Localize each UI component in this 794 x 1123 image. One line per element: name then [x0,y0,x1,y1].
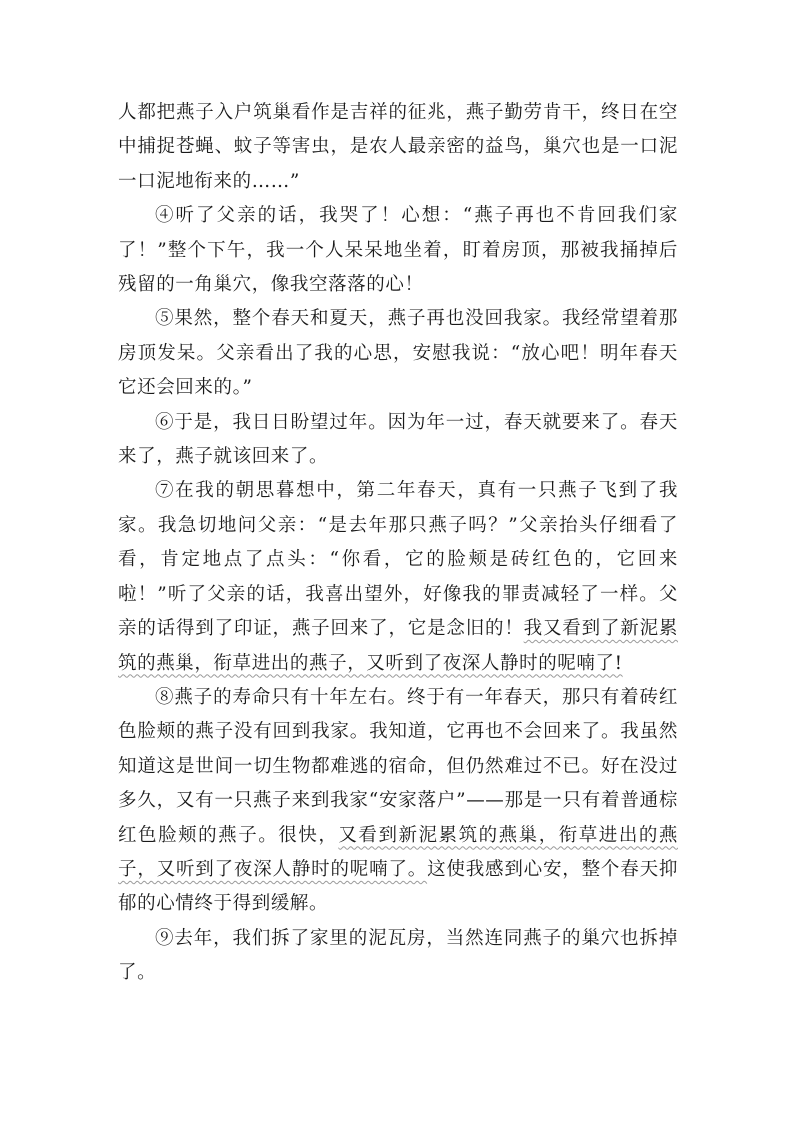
paragraph-8 [118,681,678,922]
paragraph-text-after: 这使我感到心安，整个春天抑郁的心情终于得到缓解。 [118,858,678,915]
paragraph-text: ⑥于是，我日日盼望过年。因为年一过，春天就要来了。春天来了，燕子就该回来了。 [118,411,678,468]
paragraph-7 [118,474,678,680]
paragraph-text: 人都把燕子入户筑巢看作是吉祥的征兆，燕子勤劳肯干，终日在空中捕捉苍蝇、蚊子等害虫，是农人最亲密的益鸟，巢穴也是一口泥一口泥地衔来的……” [118,102,678,192]
underlined-sentence: 又看到新泥累筑的燕巢，衔草进出的燕子，又听到了夜深人静时的呢喃了。 [118,824,679,880]
paragraph-text: ⑦在我的朝思暮想中，第二年春天，真有一只燕子飞到了我家。我急切地问父亲：“是去年那只燕子吗？”父亲抬头仔细看了看，肯定地点了点头：“你看，它的脸颊是砖红色的，它回来啦！”听了父亲的话，我喜出望外，好像我的罪责减轻了一样。父亲的话得到了印证，燕子回来了，它是念旧的！ [118,480,678,640]
article-body [118,96,678,991]
paragraph-5 [118,302,678,405]
paragraph-text: ⑧燕子的寿命只有十年左右。终于有一年春天，那只有着砖红色脸颊的燕子没有回到我家。我知道，它再也不会回来了。我虽然知道这是世间一切生物都难逃的宿命，但仍然难过不已。好在没过多久，又有一只燕子来到我家“安家落户”——那是一只有着普通棕红色脸颊的燕子。很快， [118,686,678,846]
paragraph-continued [118,96,678,199]
paragraph-6 [118,406,678,475]
paragraph-4 [118,199,678,302]
underlined-sentence: 我又看到了新泥累筑的燕巢，衔草进出的燕子，又听到了夜深人静时的呢喃了! [118,618,678,674]
paragraph-9 [118,922,678,991]
paragraph-text: ⑤果然，整个春天和夏天，燕子再也没回我家。我经常望着那房顶发呆。父亲看出了我的心思，安慰我说：“放心吧！明年春天它还会回来的。” [118,308,678,399]
paragraph-text: ④听了父亲的话，我哭了！心想：“燕子再也不肯回我们家了！”整个下午，我一个人呆呆地坐着，盯着房顶，那被我捅掉后残留的一角巢穴，像我空落落的心！ [118,205,678,296]
paragraph-text: ⑨去年，我们拆了家里的泥瓦房，当然连同燕子的巢穴也拆掉了。 [118,927,678,984]
